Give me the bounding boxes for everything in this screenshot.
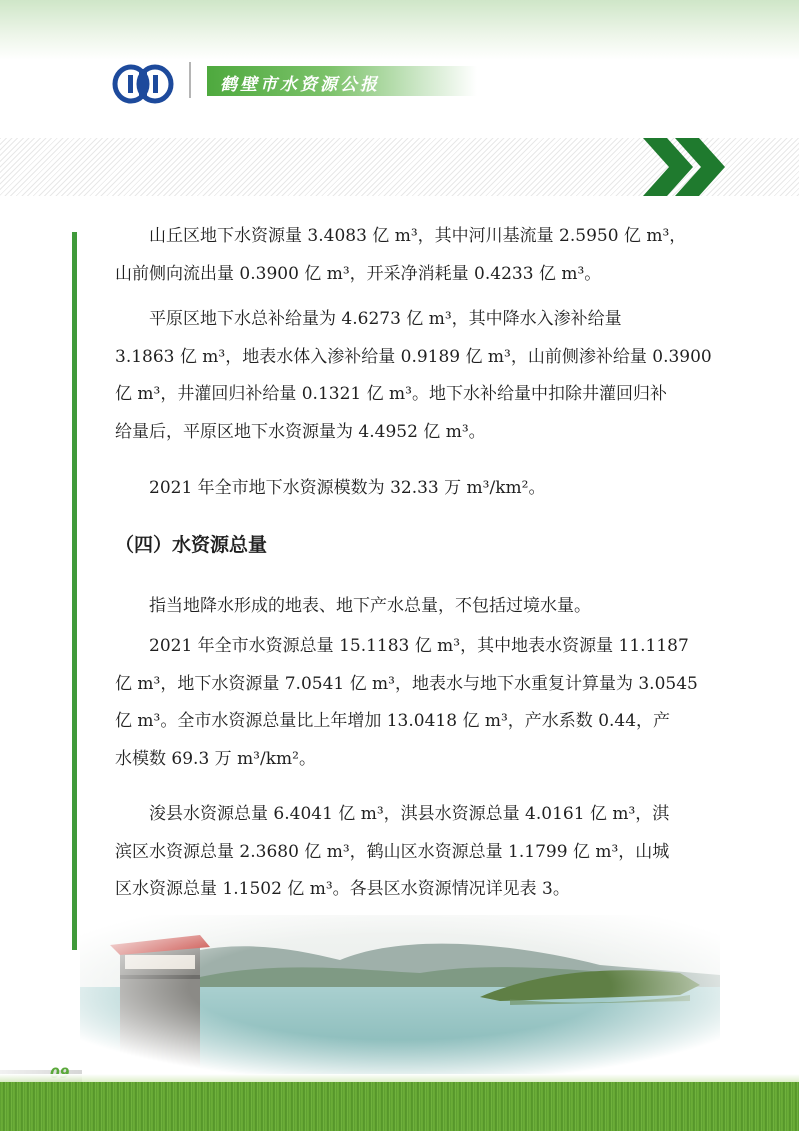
text-line: 亿 m³。全市水资源总量比上年增加 13.0418 亿 m³，产水系数 0.44，产 <box>115 711 671 731</box>
paragraph-groundwater-modulus <box>115 470 695 508</box>
text-line: 山前侧向流出量 0.3900 亿 m³，开采净消耗量 0.4233 亿 m³。 <box>115 263 602 284</box>
grass-footer <box>0 1082 799 1131</box>
paragraph-plain-groundwater <box>115 301 712 451</box>
text-line: 2021 年全市水资源总量 15.1183 亿 m³，其中地表水资源量 11.1187 <box>115 636 689 656</box>
reservoir-landscape-image <box>80 915 720 1075</box>
text-line: 滨区水资源总量 2.3680 亿 m³，鹤山区水资源总量 1.1799 亿 m³，山城 <box>115 841 670 862</box>
text-line: 2021 年全市地下水资源模数为 32.33 万 m³/km²。 <box>115 478 546 498</box>
text-line: 区水资源总量 1.1502 亿 m³。各县区水资源情况详见表 3。 <box>115 879 570 899</box>
text-line: 水模数 69.3 万 m³/km²。 <box>115 748 316 769</box>
paragraph-county-water-resources <box>115 796 695 909</box>
text-line: 亿 m³，地下水资源量 7.0541 亿 m³，地表水与地下水重复计算量为 3.0545 <box>115 673 698 694</box>
text-line: 给量后，平原区地下水资源量为 4.4952 亿 m³。 <box>115 421 486 442</box>
text-line: 3.1863 亿 m³，地表水体入渗补给量 0.9189 亿 m³，山前侧渗补给量 0.3900 <box>115 346 712 367</box>
text-line: 浚县水资源总量 6.4041 亿 m³，淇县水资源总量 4.0161 亿 m³，淇 <box>115 804 670 824</box>
text-line: 山丘区地下水资源量 3.4083 亿 m³，其中河川基流量 2.5950 亿 m³， <box>115 226 687 246</box>
text-line: 平原区地下水总补给量为 4.6273 亿 m³，其中降水入渗补给量 <box>115 309 622 329</box>
publication-title: 鹤壁市水资源公报 <box>220 75 380 95</box>
paragraph-mountain-groundwater <box>115 218 695 293</box>
paragraph-total-water-resources <box>115 628 698 778</box>
text-line: 指当地降水形成的地表、地下产水总量，不包括过境水量。 <box>115 596 591 616</box>
text-line: 亿 m³，井灌回归补给量 0.1321 亿 m³。地下水补给量中扣除井灌回归补 <box>115 384 667 404</box>
section-title: （四）水资源总量 <box>115 534 268 556</box>
paragraph-definition <box>115 588 695 626</box>
